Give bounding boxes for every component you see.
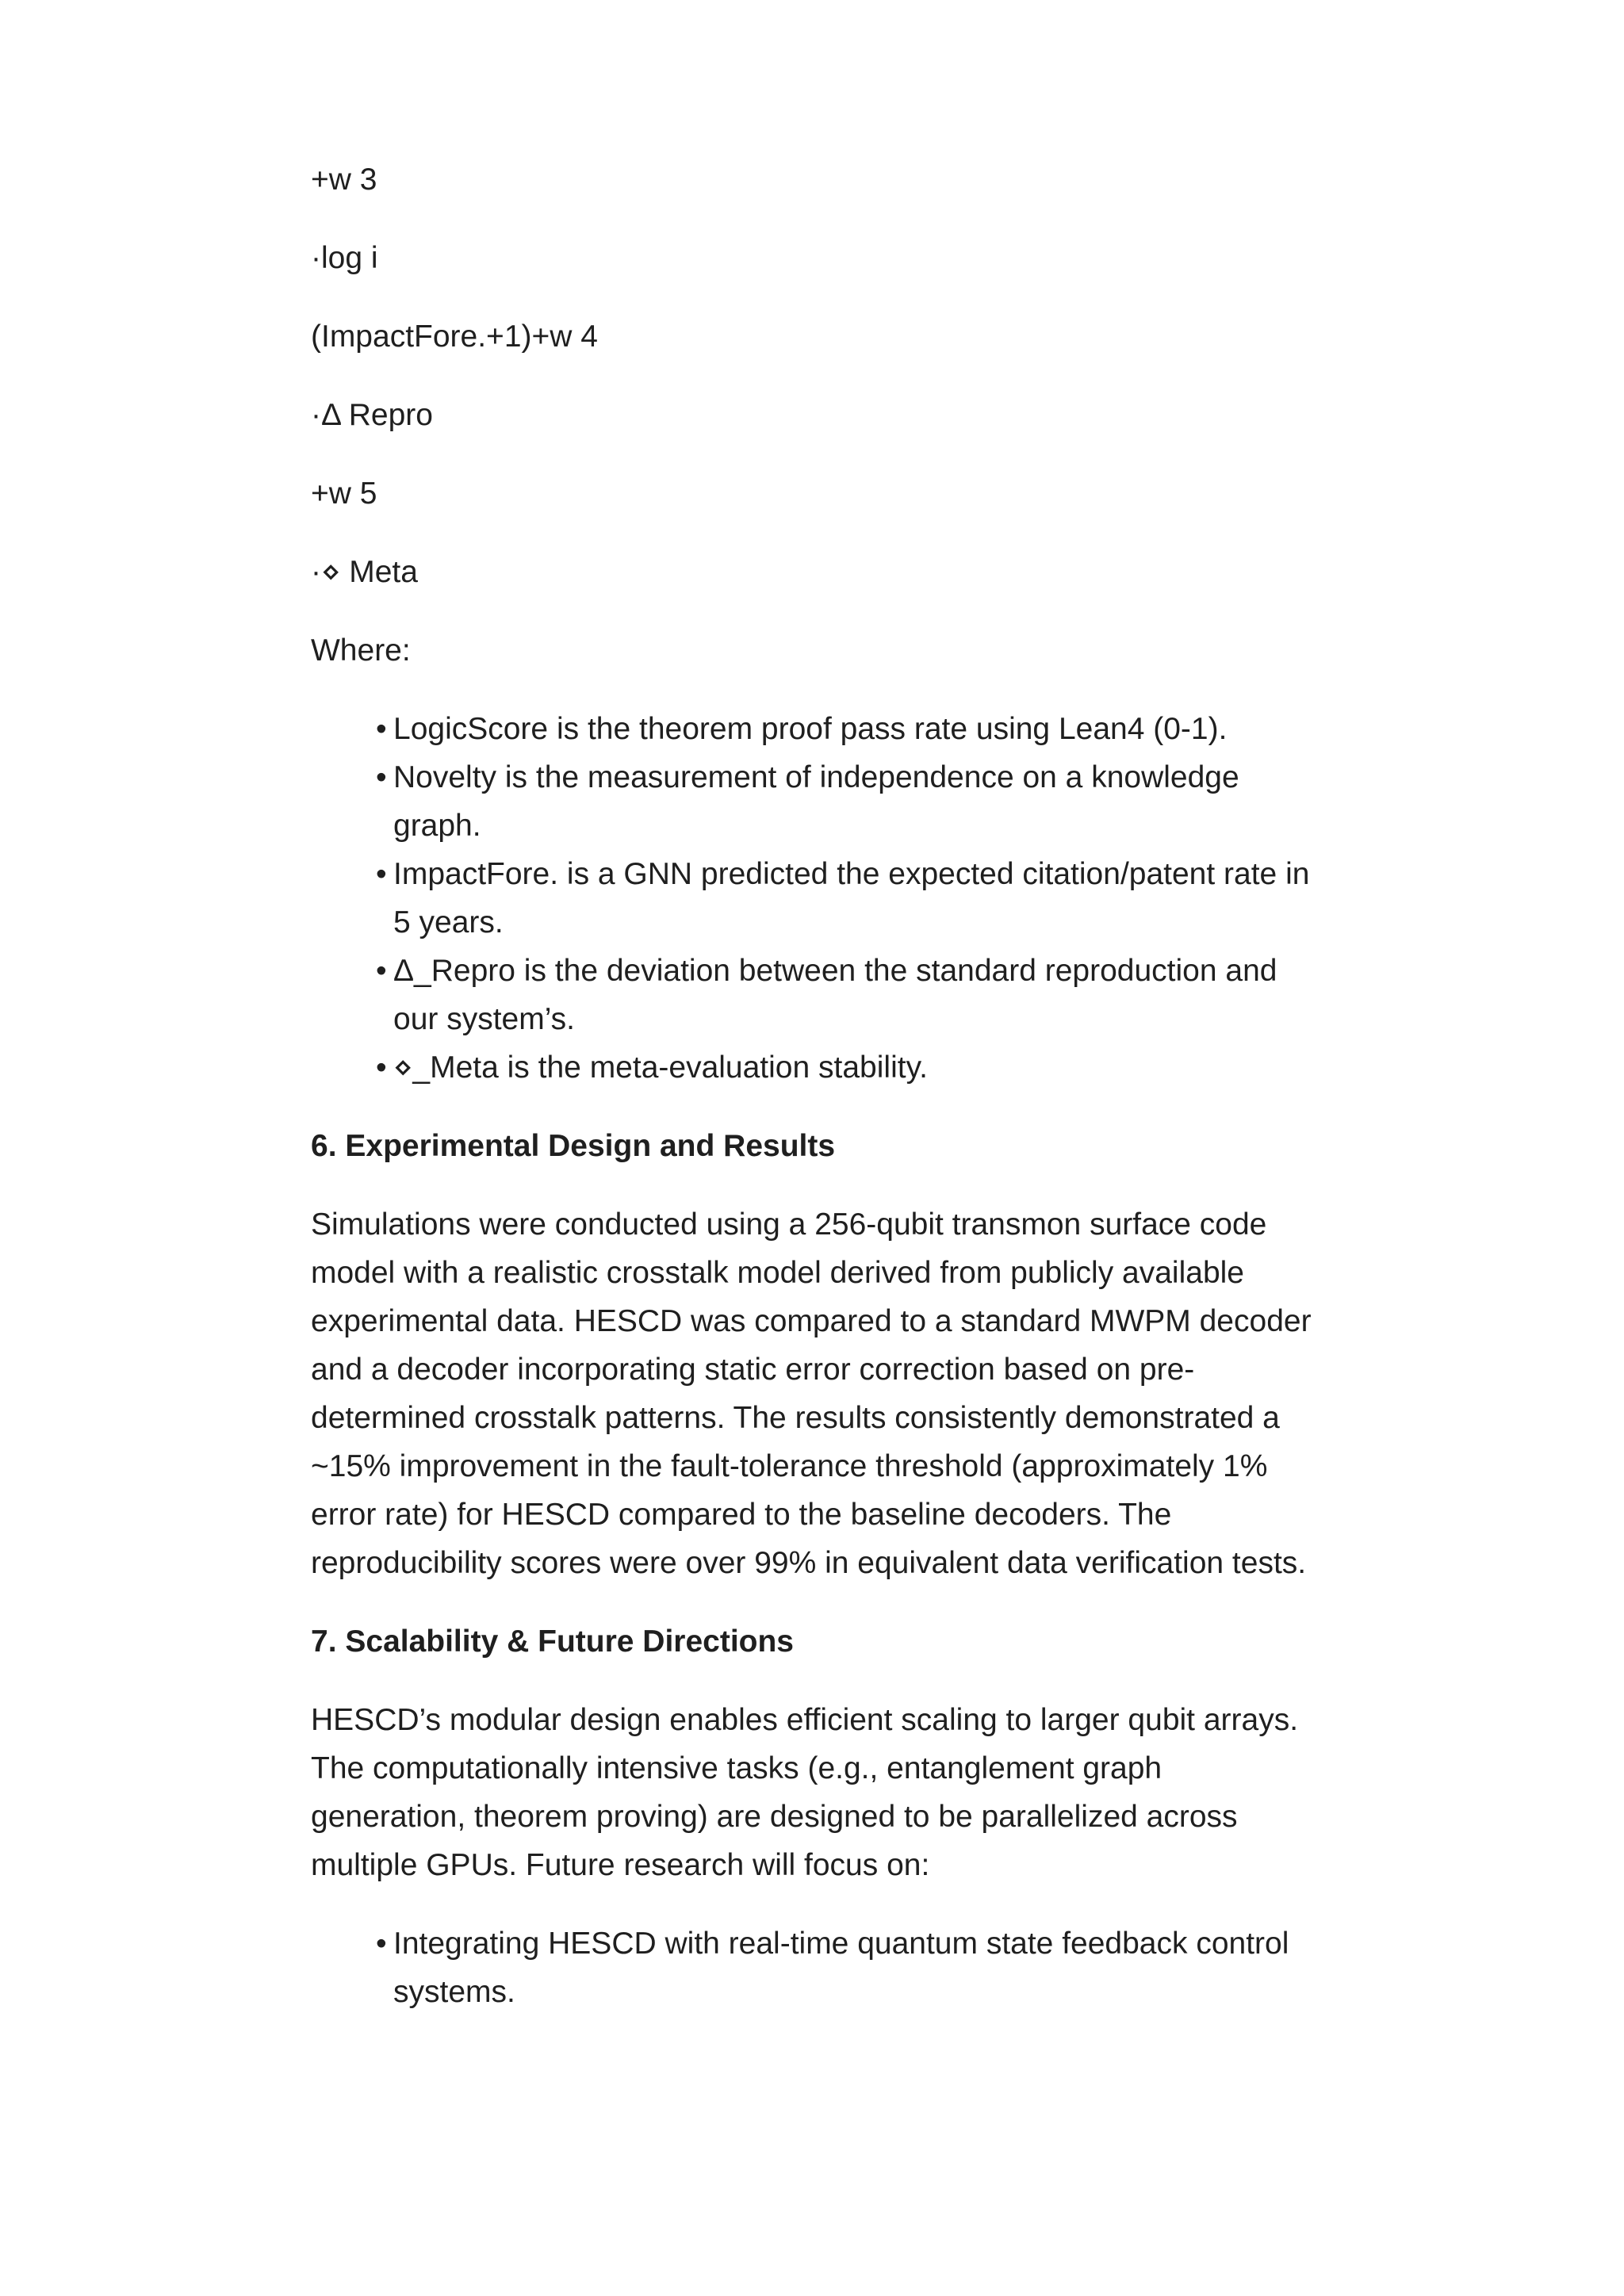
future-directions-list [311,1919,1318,2016]
definition-impactfore: • ImpactFore. is a GNN predicted the expected citation/patent rate in 5 years. [376,850,1318,947]
section-6-paragraph: Simulations were conducted using a 256-qubit transmon surface code model with a realistic crosstalk model derived from publicly available experimental data. HESCD was compared to a standard MWPM decoder and a decoder incorporating static error correction based on pre-determined crosstalk patterns. The results consistently demonstrated a ~15% improvement in the fault-tolerance threshold (approximately 1% error rate) for HESCD compared to the baseline decoders. The reproducibility scores were over 99% in equivalent data verification tests. [311,1207,1312,1580]
definition-logicscore: • LogicScore is the theorem proof pass rate using Lean4 (0-1). [376,705,1318,753]
where-label: Where: [311,633,411,668]
formula-line-log: ·log i [311,241,378,275]
formula-line-w3: +w 3 [311,163,377,197]
future-direction-item: • Integrating HESCD with real-time quantum state feedback control systems. [376,1919,1318,2016]
formula-line-w5: +w 5 [311,476,377,511]
section-7-paragraph: HESCD’s modular design enables efficient scaling to larger qubit arrays. The computationally intensive tasks (e.g., entanglement graph generation, theorem proving) are designed to be parallelized across multiple GPUs. Future research will focus on: [311,1703,1299,1882]
definitions-list [311,705,1318,1092]
formula-line-meta: ·⋄ Meta [311,555,418,589]
section-6-heading: 6. Experimental Design and Results [311,1129,836,1163]
document-page [311,155,1318,2046]
definition-meta: • ⋄_Meta is the meta-evaluation stability. [376,1043,1318,1092]
definition-repro: • Δ_Repro is the deviation between the standard reproduction and our system’s. [376,947,1318,1043]
definition-novelty: • Novelty is the measurement of independence on a knowledge graph. [376,753,1318,850]
formula-line-impact: (ImpactFore.+1)+w 4 [311,320,598,354]
formula-line-repro: ·Δ Repro [311,398,433,432]
section-7-heading: 7. Scalability & Future Directions [311,1624,794,1659]
